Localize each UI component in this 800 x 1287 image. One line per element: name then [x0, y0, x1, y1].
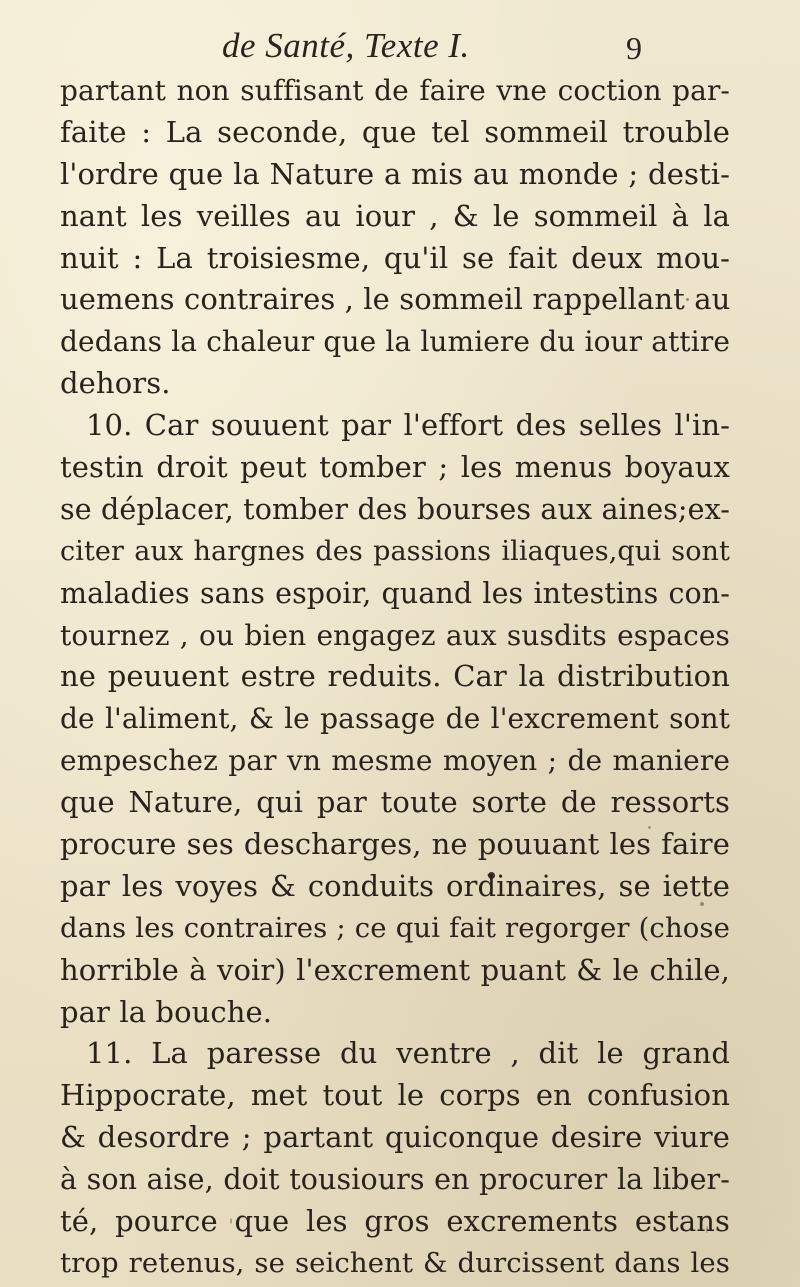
text-line: nant les veilles au iour , & le sommeil à la [60, 198, 730, 233]
text-line: l'ordre que la Nature a mis au monde ; desti- [60, 156, 730, 191]
text-line: faite : La seconde, que tel sommeil trouble [60, 114, 730, 149]
text-line: dans les contraires ; ce qui fait regorger (chose [60, 911, 730, 944]
text-line: de l'aliment, & le passage de l'excrement sont [60, 702, 730, 736]
text-line: procure ses descharges, ne pouuant les faire [60, 827, 730, 862]
text-line: Hippocrate, met tout le corps en confusion [60, 1078, 730, 1113]
running-head: de Santé, Texte I. [222, 26, 470, 65]
text-line: par la bouche. [60, 994, 273, 1029]
paragraph-start: 10. Car souuent par l'effort des selles l'in- [86, 408, 730, 443]
text-line: trop retenus, se seichent & durcissent dans les [60, 1246, 730, 1279]
text-line: dehors. [60, 366, 171, 401]
body-text [60, 70, 730, 1285]
text-line: dedans la chaleur que la lumiere du iour attire [60, 325, 730, 359]
text-line: horrible à voir) l'excrement puant & le chile, [60, 952, 730, 987]
text-line: testin droit peut tomber ; les menus boyaux [60, 450, 730, 485]
page-header [0, 22, 800, 72]
text-line: & desordre ; partant quiconque desire viure [60, 1120, 730, 1155]
text-line: par les voyes & conduits ordinaires, se iette [60, 868, 730, 903]
text-line: citer aux hargnes des passions iliaques,qui sont [60, 535, 730, 567]
text-line: té, pource que les gros excrements estans [60, 1204, 730, 1239]
text-line: ne peuuent estre reduits. Car la distribution [60, 659, 730, 694]
text-line: empeschez par vn mesme moyen ; de maniere [60, 744, 730, 778]
text-line: uemens contraires , le sommeil rappellant au [60, 282, 731, 317]
text-line: tournez , ou bien engagez aux susdits espaces [60, 618, 730, 652]
text-line: maladies sans espoir, quand les intestins con- [60, 576, 730, 610]
text-line: se déplacer, tomber des bourses aux aines;ex- [60, 492, 730, 526]
page-number: 9 [626, 30, 642, 66]
text-line: à son aise, doit tousiours en procurer la liber- [60, 1163, 730, 1197]
paragraph-start: 11. La paresse du ventre , dit le grand [86, 1036, 730, 1071]
text-line: partant non suffisant de faire vne coction par- [60, 74, 730, 107]
text-line: nuit : La troisiesme, qu'il se fait deux mou- [60, 240, 730, 275]
text-line: que Nature, qui par toute sorte de ressorts [60, 785, 730, 820]
